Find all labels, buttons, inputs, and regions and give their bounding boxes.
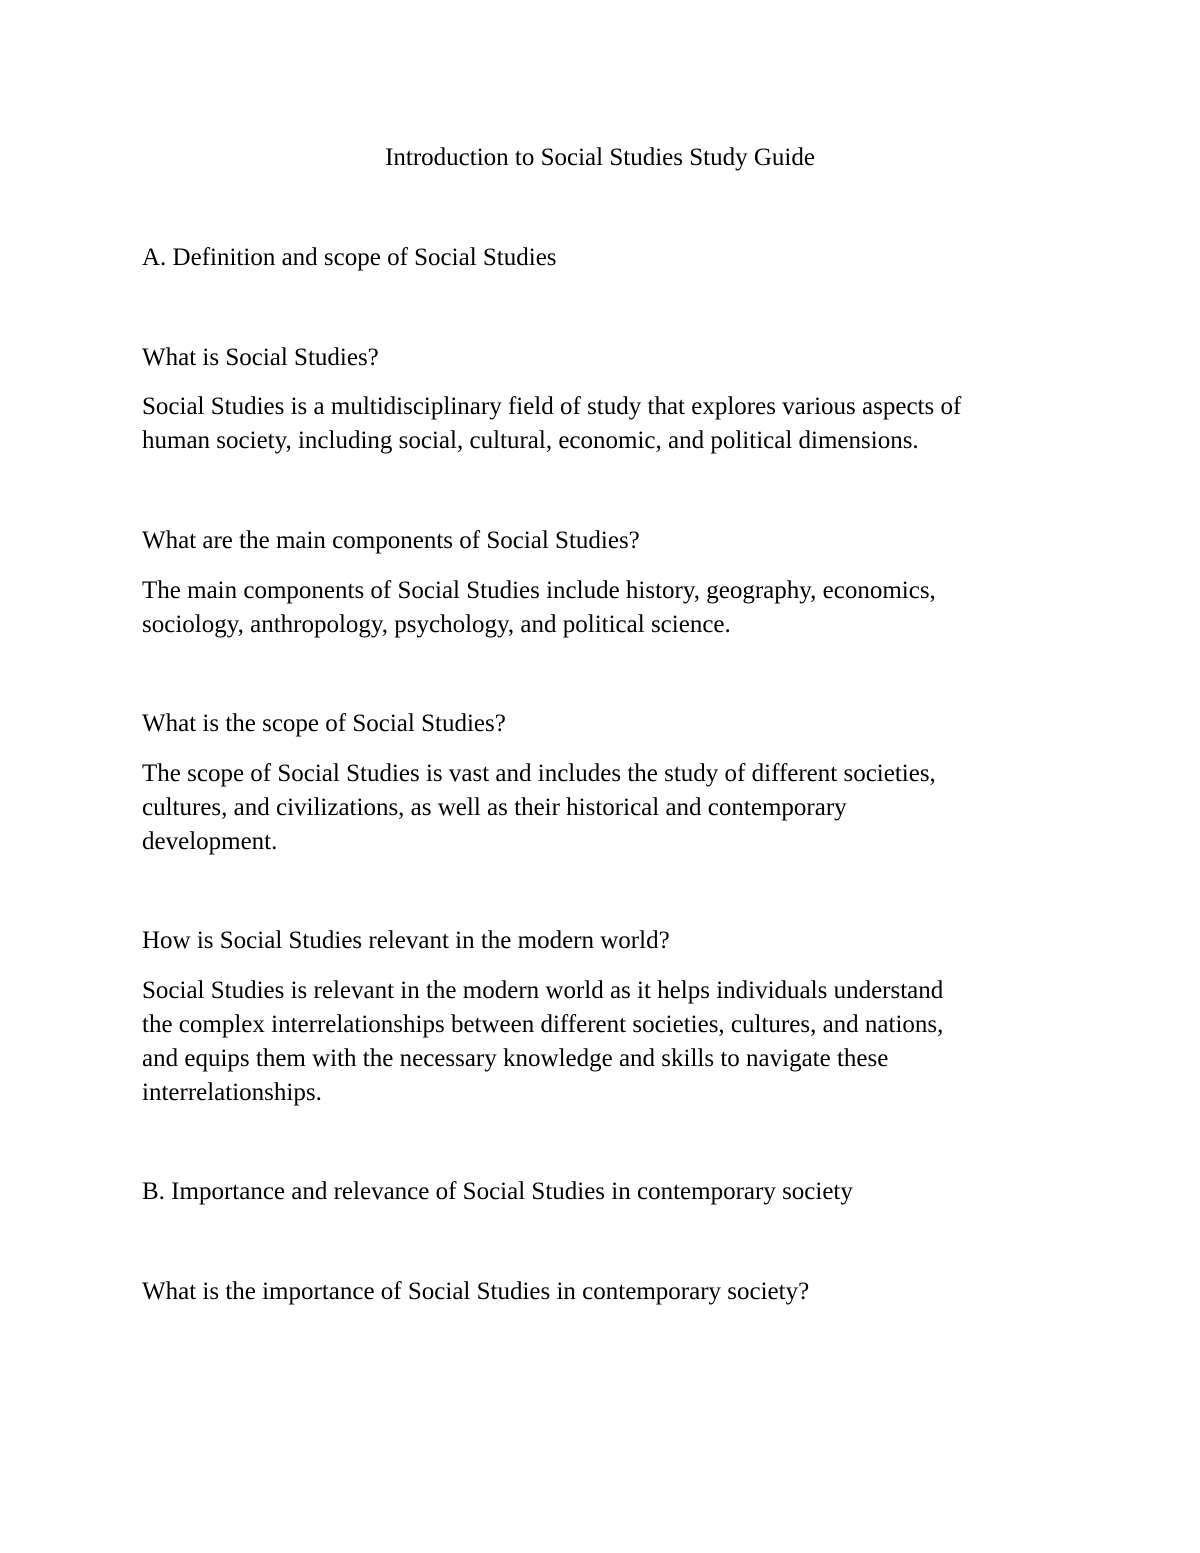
question-relevance: How is Social Studies relevant in the modern world? <box>142 927 670 954</box>
question-what-is-social-studies: What is Social Studies? <box>142 344 379 371</box>
question-importance: What is the importance of Social Studies in contemporary society? <box>142 1278 810 1305</box>
answer-line: and equips them with the necessary knowledge and skills to navigate these <box>142 1045 889 1072</box>
answer-line: Social Studies is a multidisciplinary field of study that explores various aspects of <box>142 393 962 420</box>
section-a-heading: A. Definition and scope of Social Studies <box>142 244 557 271</box>
answer-line: sociology, anthropology, psychology, and political science. <box>142 611 731 638</box>
question-scope: What is the scope of Social Studies? <box>142 710 506 737</box>
answer-line: human society, including social, cultural, economic, and political dimensions. <box>142 427 919 454</box>
answer-line: The main components of Social Studies include history, geography, economics, <box>142 577 936 604</box>
answer-line: development. <box>142 828 278 855</box>
document-title: Introduction to Social Studies Study Guide <box>385 144 815 171</box>
answer-line: the complex interrelationships between different societies, cultures, and nations, <box>142 1011 944 1038</box>
answer-line: interrelationships. <box>142 1079 322 1106</box>
question-main-components: What are the main components of Social Studies? <box>142 527 640 554</box>
section-b-heading: B. Importance and relevance of Social Studies in contemporary society <box>142 1178 853 1205</box>
answer-line: Social Studies is relevant in the modern world as it helps individuals understand <box>142 977 944 1004</box>
answer-line: cultures, and civilizations, as well as their historical and contemporary <box>142 794 847 821</box>
answer-line: The scope of Social Studies is vast and includes the study of different societies, <box>142 760 936 787</box>
